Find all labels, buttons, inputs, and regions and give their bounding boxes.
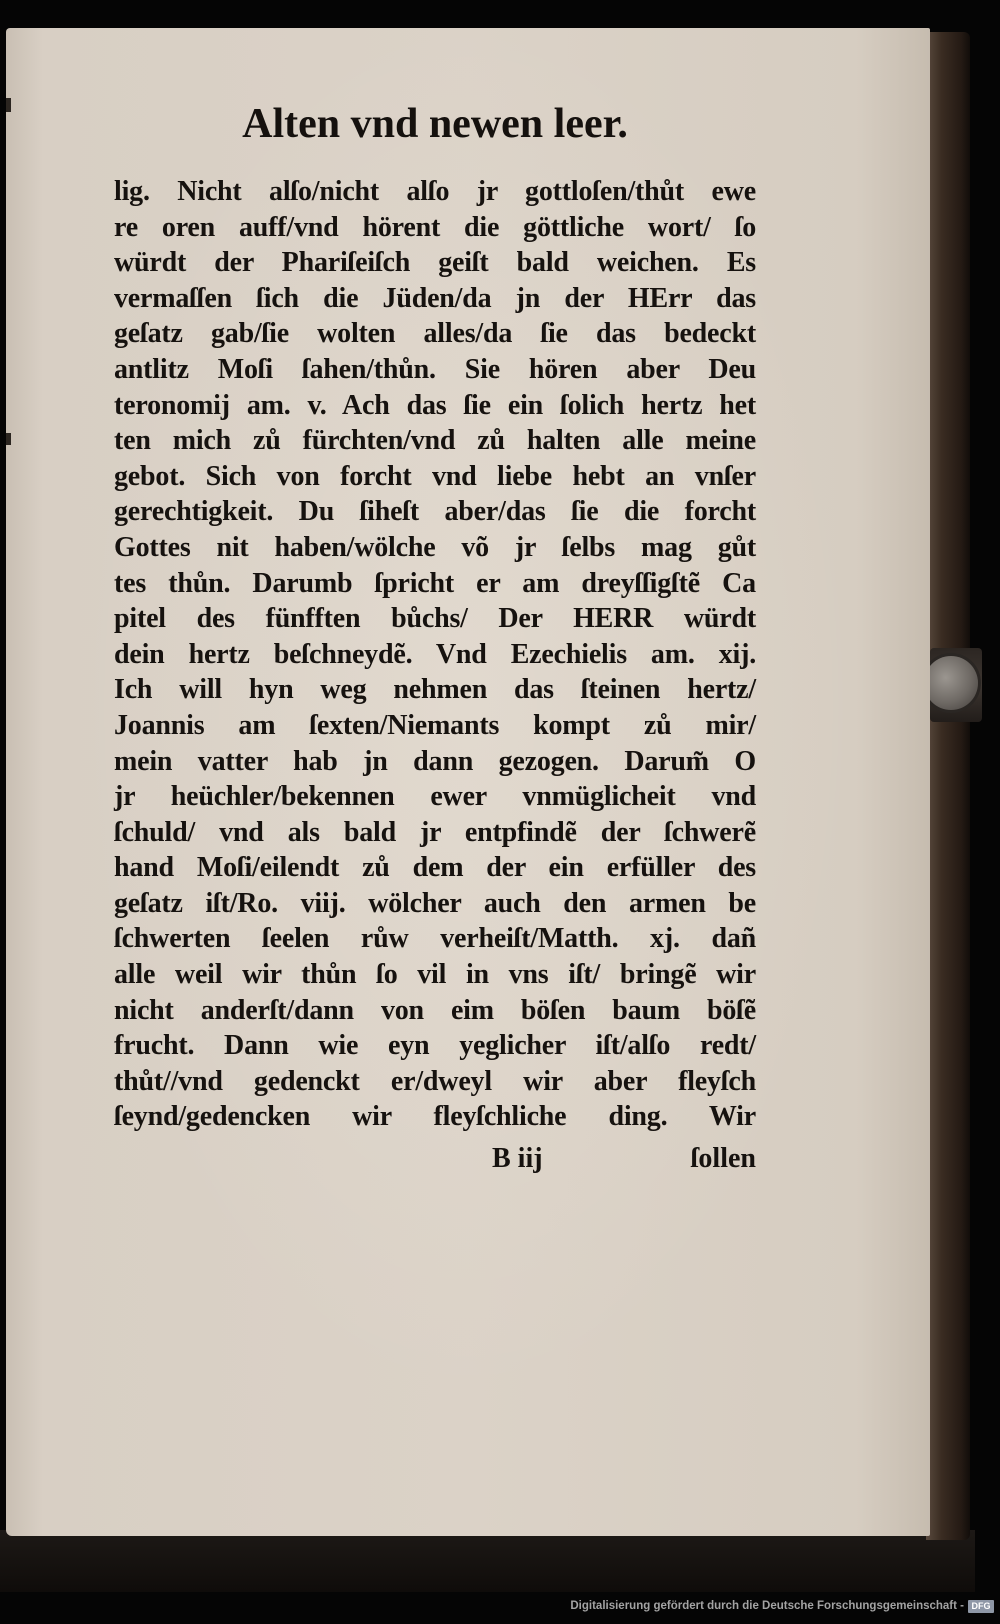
text-line: re oren auff/vnd hörent die göttliche wort/ ſo: [114, 211, 756, 243]
text-line: frucht. Dann wie eyn yeglicher iſt/alſo redt/: [114, 1030, 756, 1062]
text-line: gerechtigkeit. Du ſiheſt aber/das ſie die forcht: [114, 496, 756, 528]
text-line: ſeynd/gedencken wir fleyſchliche ding. Wir: [114, 1101, 756, 1133]
text-line: antlitz Moſi ſahen/thůn. Sie hören aber Deu: [114, 353, 756, 385]
credit-text: Digitalisierung gefördert durch die Deutsche Forschungsgemeinschaft -: [570, 1600, 964, 1612]
book-shadow: [0, 1530, 975, 1592]
digitization-credit: [570, 1598, 994, 1614]
text-line: Joannis am ſexten/Niemants kompt zů mir/: [114, 709, 756, 741]
text-line: lig. Nicht alſo/nicht alſo jr gottloſen/thůt ewe: [114, 176, 756, 207]
text-line: dein hertz beſchneydẽ. Vnd Ezechielis am. xij.: [114, 638, 756, 670]
running-head: Alten vnd newen leer.: [242, 101, 628, 147]
catch-line: [114, 1140, 756, 1178]
text-line: gebot. Sich von forcht vnd liebe hebt an vnſer: [114, 460, 756, 492]
text-block: [114, 174, 756, 1135]
text-line: alle weil wir thůn ſo vil in vns iſt/ bringẽ wir: [114, 959, 756, 991]
text-line: ten mich zů fürchten/vnd zů halten alle meine: [114, 425, 756, 457]
binding-mark: [6, 433, 11, 445]
signature-mark: B iij: [492, 1143, 543, 1174]
text-line: jr heüchler/bekennen ewer vnmüglicheit vnd: [114, 781, 756, 813]
text-line: nicht anderſt/dann von eim böſen baum böſẽ: [114, 994, 756, 1026]
book-page: [6, 28, 930, 1536]
book-clasp: [924, 656, 978, 710]
text-line: würdt der Phariſeiſch geiſt bald weichen. Es: [114, 247, 756, 279]
text-line: ſchuld/ vnd als bald jr entpfindẽ der ſchwerẽ: [114, 816, 756, 848]
text-line: vermaſſen ſich die Jüden/da jn der HErr das: [114, 282, 756, 314]
catchword: ſollen: [690, 1143, 756, 1174]
text-line: ſchwerten ſeelen růw verheiſt/Matth. xj. dañ: [114, 923, 756, 955]
text-line: hand Moſi/eilendt zů dem der ein erfüller des: [114, 852, 756, 884]
book-cover-edge: [926, 32, 970, 1540]
text-line: geſatz iſt/Ro. viij. wölcher auch den armen be: [114, 887, 756, 919]
text-line: thůt//vnd gedenckt er/dweyl wir aber fleyſch: [114, 1065, 756, 1097]
text-line: mein vatter hab jn dann gezogen. Darum̃ O: [114, 745, 756, 777]
text-line: pitel des fünfften bůchs/ Der HERR würdt: [114, 603, 756, 635]
text-line: tes thůn. Darumb ſpricht er am dreyſſigſtẽ Ca: [114, 567, 756, 599]
binding-mark: [6, 98, 11, 112]
dfg-logo: DFG: [968, 1600, 994, 1613]
text-line: geſatz gab/ſie wolten alles/da ſie das bedeckt: [114, 318, 756, 350]
text-line: Ich will hyn weg nehmen das ſteinen hertz/: [114, 674, 756, 706]
text-line: teronomij am. v. Ach das ſie ein ſolich hertz het: [114, 389, 756, 421]
text-line: Gottes nit haben/wölche võ jr ſelbs mag gůt: [114, 531, 756, 563]
